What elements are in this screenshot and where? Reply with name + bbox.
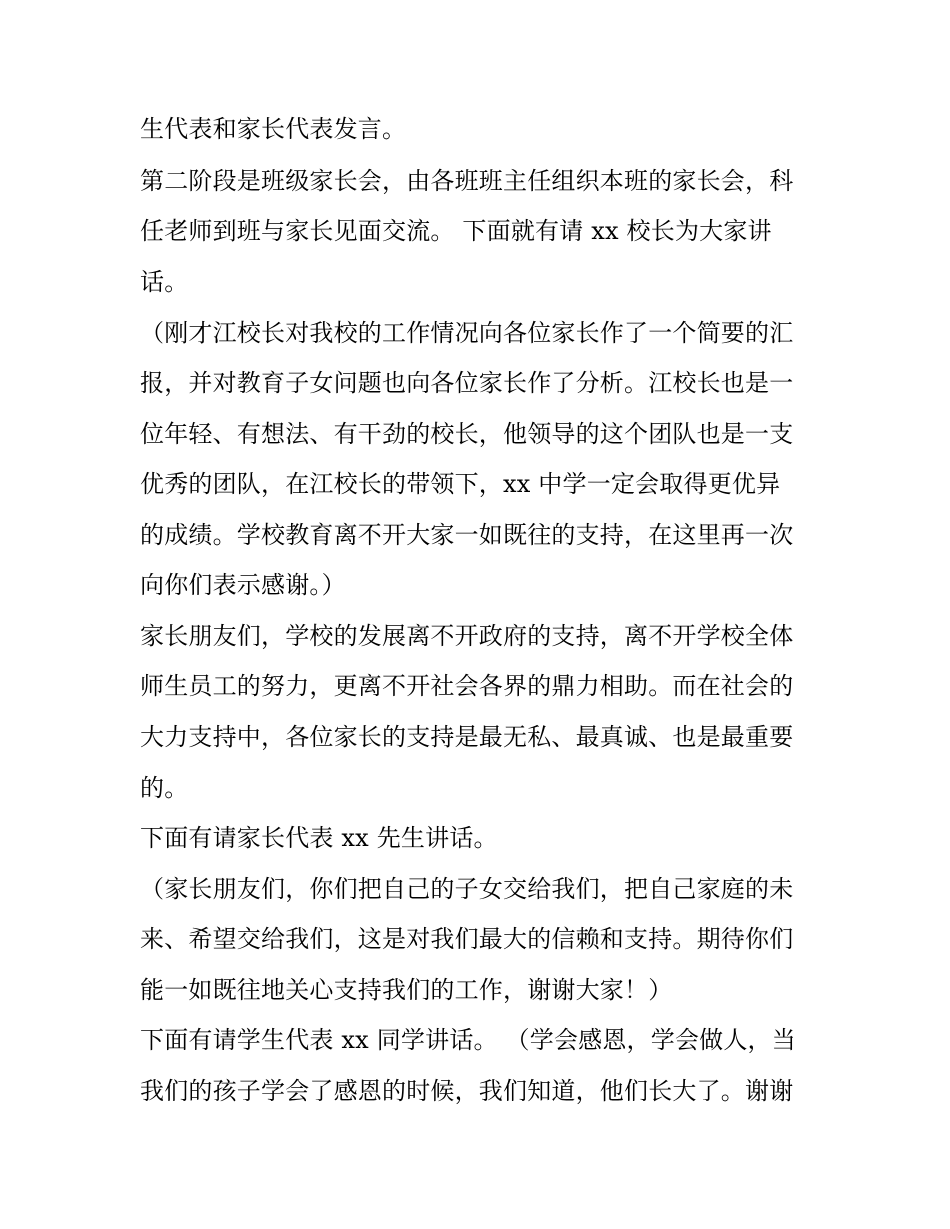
text-line: 的成绩。学校教育离不开大家一如既往的支持，在这里再一次: [140, 521, 794, 549]
text-line: 来、希望交给我们，这是对我们最大的信赖和支持。期待你们: [140, 925, 794, 953]
text-line: 第二阶段是班级家长会，由各班班主任组织本班的家长会，科: [140, 167, 794, 195]
text-line: 话。: [140, 268, 189, 296]
text-line: 的。: [140, 774, 189, 802]
text-line: 位年轻、有想法、有干劲的校长，他领导的这个团队也是一支: [140, 420, 794, 448]
text-line: 大力支持中，各位家长的支持是最无私、最真诚、也是最重要: [140, 723, 794, 751]
text-line: 能一如既往地关心支持我们的工作，谢谢大家！）: [140, 976, 673, 1004]
text-line: 下面有请家长代表 xx 先生讲话。: [140, 824, 498, 852]
text-line: 任老师到班与家长见面交流。 下面就有请 xx 校长为大家讲: [140, 217, 772, 245]
text-line: 家长朋友们，学校的发展离不开政府的支持，离不开学校全体: [140, 622, 794, 650]
text-line: 向你们表示感谢。）: [140, 571, 346, 599]
text-line: （家长朋友们，你们把自己的子女交给我们，把自己家庭的未: [140, 875, 794, 903]
text-line: 师生员工的努力，更离不开社会各界的鼎力相助。而在社会的: [140, 672, 794, 700]
text-line: 优秀的团队，在江校长的带领下，xx 中学一定会取得更优异: [140, 470, 781, 498]
text-line: 下面有请学生代表 xx 同学讲话。 （学会感恩，学会做人，当: [140, 1026, 796, 1054]
text-line: 生代表和家长代表发言。: [140, 115, 407, 143]
text-line: （刚才江校长对我校的工作情况向各位家长作了一个简要的汇: [140, 319, 794, 347]
text-line: 我们的孩子学会了感恩的时候，我们知道，他们长大了。谢谢: [140, 1077, 794, 1105]
text-line: 报，并对教育子女问题也向各位家长作了分析。江校长也是一: [140, 369, 794, 397]
